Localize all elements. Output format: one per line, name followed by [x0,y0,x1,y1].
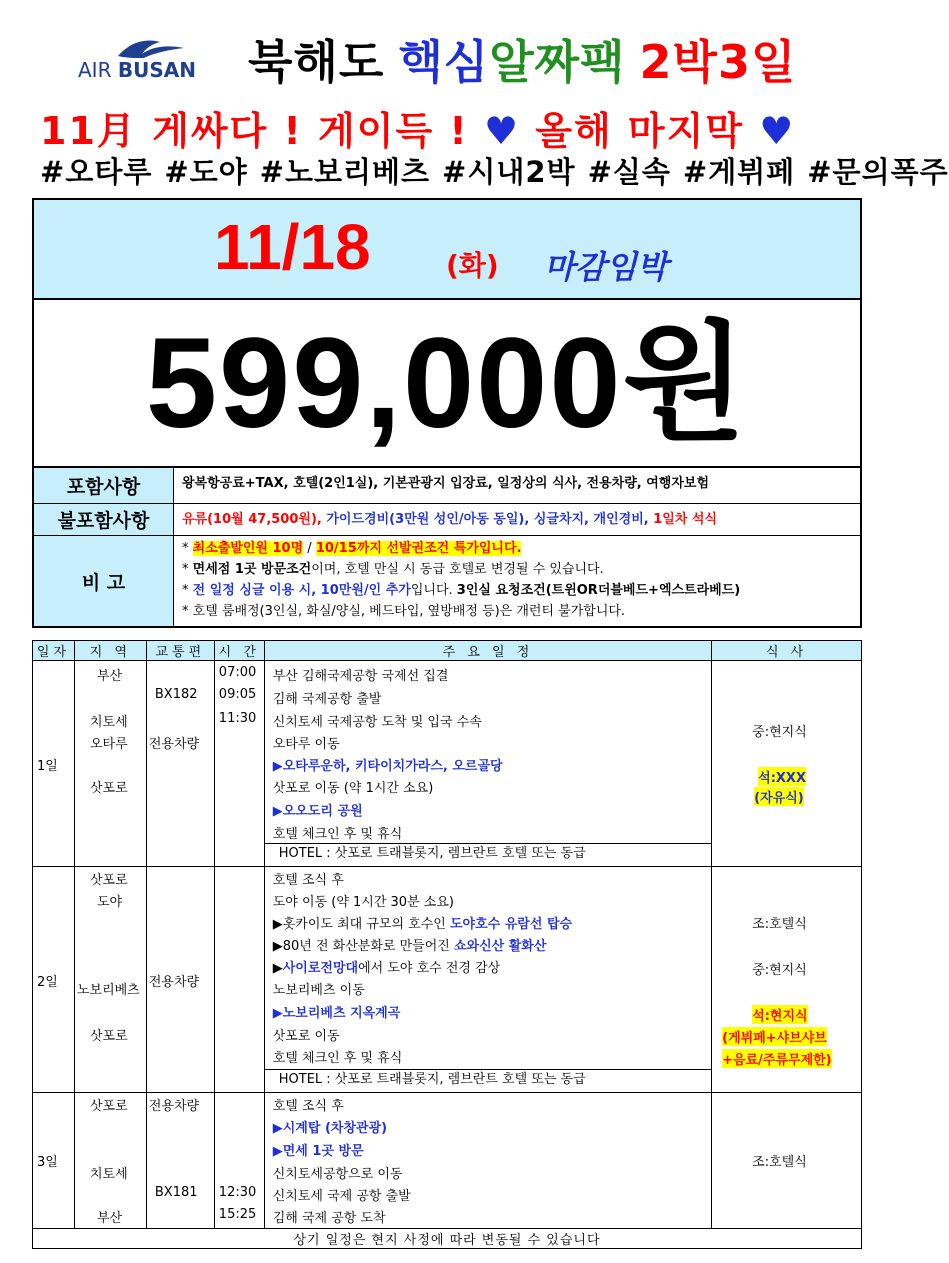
schedule-item: 김해 국제공항 출발 [272,692,382,707]
meal-dinner-note: (자유식) [754,787,804,806]
schedule-item: 호텔 체크인 후 및 휴식 [272,827,403,842]
hotel-info: HOTEL : 삿포로 트래블롯지, 렘브란트 호텔 또는 동급 [265,1069,712,1091]
region: 치토세 [89,1167,128,1182]
region: 삿포로 [89,1099,128,1114]
hotel-info: HOTEL : 삿포로 트래블롯지, 렘브란트 호텔 또는 동급 [265,843,712,865]
day-number: 2일 [37,975,58,990]
schedule-item: 신치토세 국제 공항 출발 [272,1189,411,1204]
transport: 전용차량 [148,1099,200,1114]
schedule-item: 신치토세 국제공항 도착 및 입국 수속 [272,715,482,730]
itinerary-table [32,640,862,1249]
note-dutyfree-bold: 면세점 1곳 방문조건 [192,562,312,577]
header-schedule: 주 요 일 정 [264,641,711,661]
heart-icon: ♥ [483,109,521,153]
schedule-cell [264,867,711,1093]
notes-label: 비 고 [34,536,174,626]
meal: 중:현지식 [752,963,807,978]
note-room-assignment: * 호텔 룸배정(3인실, 화실/양실, 베드타입, 옆방배정 등)은 개런티 불가합니다. [182,604,626,619]
meal: 조:호텔식 [752,1155,807,1170]
note-dutyfree-rest: 이며, 호텔 만실 시 동급 호텔로 변경될 수 있습니다. [311,562,604,577]
note-early-ticket: 10/15까지 선발권조건 특가입니다. [315,541,522,556]
included-text: 왕복항공료+TAX, 호텔(2인1실), 기본관광지 입장료, 일정상의 식사, 전용차량, 여행자보험 [182,476,710,491]
time-cell [214,1093,264,1229]
title-core: 핵심 [398,35,490,89]
time: 15:25 [218,1207,257,1222]
table-row [33,661,862,867]
promo-subtitle [40,100,850,155]
time: 11:30 [218,711,257,726]
transport-cell [146,661,214,867]
region: 치토세 [89,715,128,730]
transport-cell [146,867,214,1093]
hashtag: #문의폭주 [807,155,949,189]
excluded-row [34,504,860,536]
hashtag-line [40,150,949,191]
meal-cell [712,661,862,867]
meal-cell [712,1093,862,1229]
excluded-fuel: 유류(10월 47,500원), [182,512,322,527]
table-row [33,867,862,1093]
header-region: 지 역 [74,641,146,661]
day-cell [33,661,75,867]
departure-day: (화) [446,249,499,282]
day-number: 1일 [37,759,58,774]
header-time: 시 간 [214,641,264,661]
header-meal: 식 사 [712,641,862,661]
header-transport: 교통편 [146,641,214,661]
region: 삿포로 [89,781,128,796]
note-single-rest: 입니다. [410,583,457,598]
price-row [34,300,860,468]
schedule-cell [264,1093,711,1229]
schedule-cell [264,661,711,867]
schedule-item: 부산 김해국제공항 국제선 집결 [272,669,449,684]
region: 부산 [96,669,123,684]
schedule-item [273,913,572,932]
transport-cell [146,1093,214,1229]
excluded-misc: 싱글차지, 개인경비, [529,512,649,527]
included-label: 포함사항 [34,468,174,503]
schedule-highlight: ▶시계탑 (차창관광) [272,1121,388,1136]
hashtag: #실속 [587,155,671,189]
heart-icon: ♥ [759,109,796,153]
logo-busan: BUSAN [117,58,196,82]
page-title [248,26,810,92]
note-min-people-text: 최소출발인원 10명 [192,541,304,556]
region: 부산 [96,1211,123,1226]
bird-wing-icon [116,36,186,60]
time: 07:00 [218,665,257,680]
schedule-highlight: 도야호수 유람선 탑승 [449,917,573,932]
included-row [34,468,860,504]
schedule-highlight-text: 사이로전망대 [282,961,359,976]
meal-dinner: 석:XXX [758,767,806,786]
schedule-text: 에서 도야 호수 전경 감상 [358,961,501,976]
table-header-row [33,641,862,661]
deadline-notice: 마감임박 [544,248,668,286]
departure-date-row [34,200,860,300]
hashtag: #노보리베츠 [259,155,431,189]
note-bullet: * [182,562,193,577]
air-busan-logo [78,36,203,82]
hashtag: #도야 [164,155,248,189]
title-duration: 2박3일 [639,35,797,89]
schedule-item: 노보리베츠 이동 [272,983,365,998]
meal-dinner-note: (게뷔페+샤브샤브 [722,1027,827,1046]
schedule-highlight: ▶오타루운하, 키타이치가라스, 오르골당 [272,759,503,774]
time: 09:05 [218,687,257,702]
region-cell [74,661,146,867]
flight-number: BX181 [154,1185,198,1200]
meal-cell [712,867,862,1093]
schedule-highlight: ▶오오도리 공원 [272,804,363,819]
excluded-dinner: 1일차 석식 [648,512,718,527]
note-single [182,580,854,601]
schedule-highlight: ▶사이로전망대 [272,961,359,976]
schedule-text: ▶홋카이도 최대 규모의 호수인 [272,917,450,932]
note-slash: / [303,541,316,556]
schedule-item: 호텔 조식 후 [272,873,344,888]
schedule-item: 오타루 이동 [272,737,340,752]
excluded-label: 불포함사항 [34,504,174,535]
day-cell [33,867,75,1093]
excluded-text [182,504,854,536]
schedule-item: 삿포로 이동 (약 1시간 소요) [272,781,434,796]
note-bullet: * [182,541,193,556]
hashtag: #오타루 [40,155,153,189]
hashtag: #게뷔페 [682,155,796,189]
day-cell [33,1093,75,1229]
time: 12:30 [218,1185,257,1200]
price: 599,000원 [145,312,749,455]
flight-number: BX182 [154,687,198,702]
schedule-item: 신치토세공항으로 이동 [272,1167,403,1182]
notes-row [34,536,860,626]
schedule-disclaimer: 상기 일정은 현지 사정에 따라 변동될 수 있습니다 [33,1229,862,1249]
region: 삿포로 [89,873,128,888]
offer-box [32,198,862,628]
table-footer-row [33,1229,862,1249]
note-dutyfree [182,559,854,580]
schedule-highlight: ▶노보리베츠 지옥계곡 [272,1006,401,1021]
departure-date: 11/18 [214,211,371,283]
schedule-item [273,957,500,976]
logo-air: AIR [78,58,118,82]
hashtag: #시내2박 [442,155,576,189]
meal: 중:현지식 [752,725,807,740]
schedule-highlight: ▶면세 1곳 방문 [272,1144,364,1159]
region-cell [74,867,146,1093]
schedule-item: 호텔 조식 후 [272,1099,344,1114]
note-triple-room: 3인실 요청조건(트윈OR더블베드+엑스트라베드) [456,583,741,598]
region: 오타루 [89,737,128,752]
header-day: 일자 [33,641,75,661]
region-cell [74,1093,146,1229]
logo-text [78,58,196,82]
time-cell [214,661,264,867]
transport: 전용차량 [148,737,200,752]
notes-content [182,538,854,622]
promo-text-last: 올해 마지막 [535,109,745,153]
region: 삿포로 [89,1029,128,1044]
region: 도야 [96,895,123,910]
note-min-people [182,538,854,559]
note-single-charge: 전 일정 싱글 이용 시, 10만원/인 추가 [192,583,411,598]
schedule-item: 김해 국제 공항 도착 [272,1211,386,1226]
day-number: 3일 [37,1155,58,1170]
schedule-text: ▶80년 전 화산분화로 만들어진 [272,939,454,954]
schedule-item: 도야 이동 (약 1시간 30분 소요) [272,895,454,910]
transport: 전용차량 [148,975,200,990]
schedule-item: 호텔 체크인 후 및 휴식 [272,1051,403,1066]
meal-dinner: 석:현지식 [752,1005,807,1024]
excluded-guide: 가이드경비(3만원 성인/아동 동일), [321,512,530,527]
region: 노보리베츠 [76,983,140,998]
title-region: 북해도 [248,35,385,89]
title-pack: 알짜팩 [489,35,626,89]
note-bullet: * [182,583,193,598]
meal-dinner-note: +음료/주류무제한) [722,1049,832,1068]
meal: 조:호텔식 [752,917,807,932]
time-cell [214,867,264,1093]
schedule-highlight: 쇼와신산 활화산 [453,939,547,954]
schedule-item [273,935,547,954]
promo-text: 11月 게싸다 ! 게이득 ! [40,109,469,153]
table-row [33,1093,862,1229]
header [0,0,949,195]
schedule-item: 삿포로 이동 [272,1029,340,1044]
